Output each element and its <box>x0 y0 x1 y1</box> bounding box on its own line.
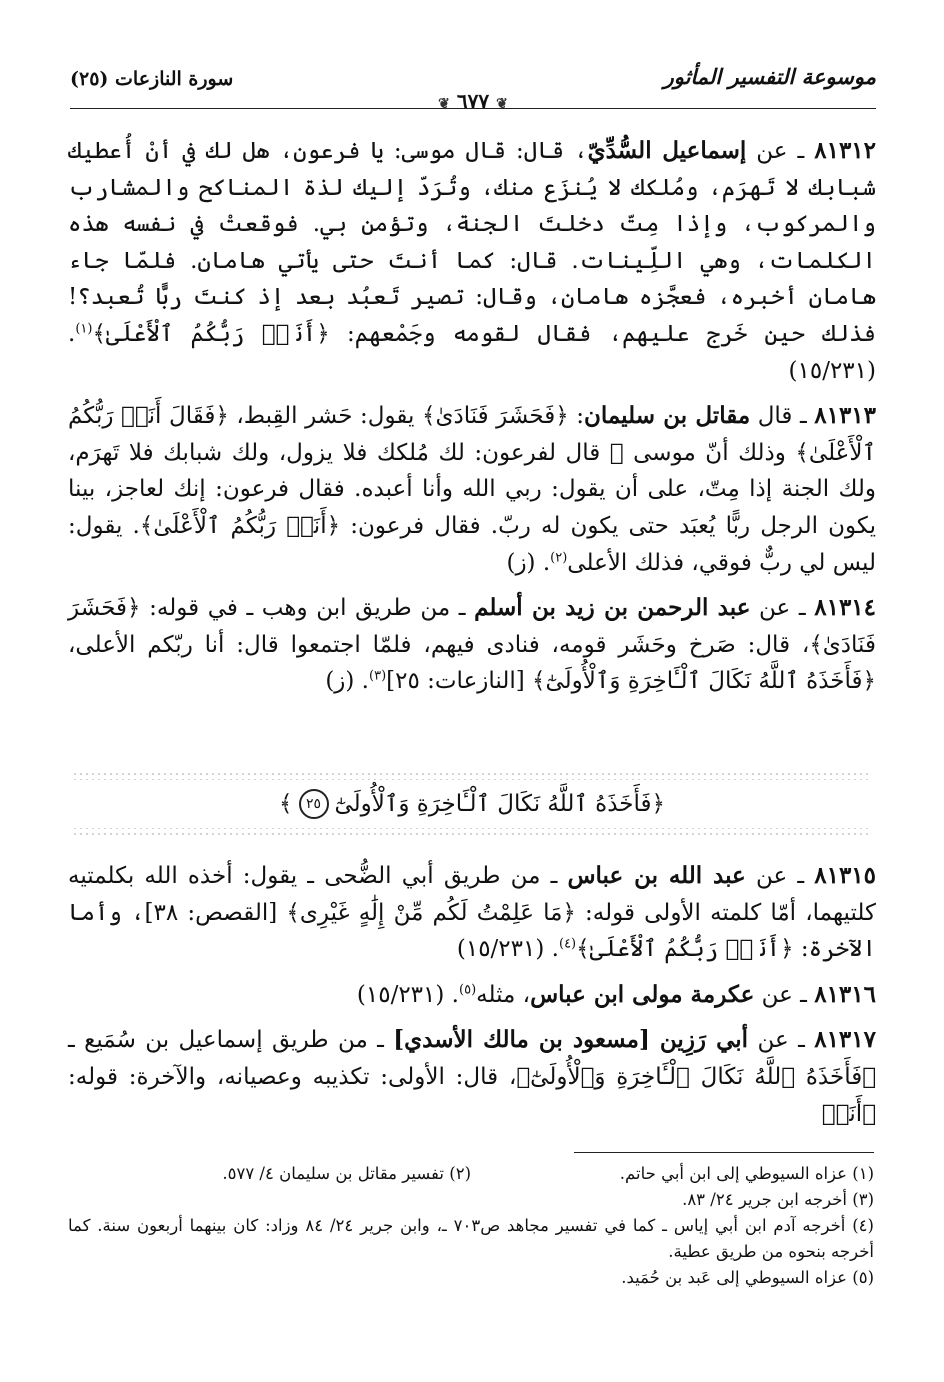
footnote-row <box>68 1161 874 1187</box>
entry-number: ٨١٣١٦ <box>814 980 876 1008</box>
verse-box <box>72 771 872 837</box>
entry-81313 <box>68 398 876 581</box>
verse-inner <box>72 780 872 828</box>
entry-tail: . (ز) <box>506 549 551 576</box>
header-rule <box>70 108 876 109</box>
footnote-4: (٤) أخرجه آدم ابن أبي إياس ـ كما في تفسير مجاهد ص٧٠٣ ـ، وابن جرير ٢٤/ ٨٤ وزاد: كان بينهما أربعون سنة. كما أخرجه بنحوه من طريق عطية. <box>68 1216 874 1261</box>
ornament-icon: ❦ <box>438 96 450 112</box>
footnote-rule <box>574 1152 874 1153</box>
narrator-name: عكرمة مولى ابن عباس <box>530 980 755 1008</box>
entry-intro: ـ عن <box>746 138 805 164</box>
entry-number: ٨١٣١٥ <box>814 862 877 889</box>
surah-label: سورة النازعات (٢٥) <box>70 68 234 90</box>
entry-text: ـ من طريق إسماعيل بن سُمَيع ـ ﴿فَأَخَذَهُ ٱللَّهُ نَكَالَ ٱلْـَٔاخِرَةِ وَٱلْأُولَىٰٓ﴾، قال: الأولى: تكذيبه وعصيانه، والآخرة: قوله: ﴿أَنَا۠ <box>68 1027 876 1127</box>
entry-tail: . (ز) <box>325 668 369 695</box>
footnote-ref: (٣) <box>369 668 387 684</box>
footnote-ref: (١) <box>75 321 93 337</box>
main-text-top <box>68 133 876 709</box>
verse-close-bracket: ﴾ <box>279 791 293 817</box>
ayah-number-badge: ٢٥ <box>299 789 329 819</box>
entry-intro: ـ قال <box>750 403 807 430</box>
entry-text: ، قال: قال موسى: يا فرعون، هل لك في أنْ أُعطيك شبابك لا تَهرَم، ومُلكك لا يُنزَع منك، وتُرَدّ إليك لذة المناكح والمشارب والمركوب، وإذا مِتّ دخلتَ الجنة، وتؤمن بي. فوقعتْ في نفسه هذه الكلمات، وهي اللِّينات. قال: كما أنتَ حتى يأتي هامان. فلمّا جاء هامان أخبره، فعجَّزه هامان، وقال: تصير تَعبُد بعد إذ كنتَ ربًّا تُعبد؟! فذلك حين خَرج عليهم، فقال لقومه وجَمْعهم: ﴿أَنَا۠ رَبُّكُمُ ٱلْأَعْلَىٰ﴾ <box>68 138 876 347</box>
entry-text: : ﴿فَحَشَرَ فَنَادَىٰ﴾ يقول: حَشر القِبط، ﴿فَقَالَ أَنَا۠ رَبُّكُمُ ٱلْأَعْلَىٰ﴾ وذلك أنّ موسى ﷺ قال لفرعون: لك مُلكك فلا يزول، ولك شبابك فلا تَهرَم، ولك الجنة إذا مِتّ، على أن يقول: ربي الله وأنا أعبده. فقال فرعون: إنك لعاجز، بينا يكون الرجل ربًّا يُعبَد حتى يكون له ربّ. فقال فرعون: ﴿أَنَا۠ رَبُّكُمُ ٱلْأَعْلَىٰ﴾. يقول: ليس لي ربٌّ فوقي، فذلك الأعلى <box>68 403 877 576</box>
footnote-ref: (٤) <box>558 936 577 952</box>
entry-number: ٨١٣١٧ <box>814 1026 876 1054</box>
entry-text: ، مثله <box>476 981 531 1008</box>
ornament-icon: ❦ <box>496 96 508 112</box>
entry-text: ـ من طريق أبي الضُّحى ـ يقول: أخذه الله بكلمتيه كلتيهما، أمّا كلمته الأولى قوله: ﴿مَا عَلِمْتُ لَكُم مِّنْ إِلَٰهٍ غَيْرِى﴾ [القصص: ٣٨]، وأما الآخرة: ﴿أَنَا۠ رَبُّكُمُ ٱلْأَعْلَىٰ﴾ <box>68 863 876 963</box>
narrator-name: مقاتل بن سليمان <box>583 402 751 430</box>
verse-text: ﴿فَأَخَذَهُ ٱللَّهُ نَكَالَ ٱلْـَٔاخِرَةِ وَٱلْأُولَىٰٓ <box>334 791 665 817</box>
entry-tail: . (١٥/٢٣١) <box>68 320 876 384</box>
main-text-bottom <box>68 858 876 1141</box>
footnotes <box>68 1161 874 1291</box>
page-number: ٦٧٧ <box>456 89 490 113</box>
page-number-line <box>70 90 876 115</box>
narrator-name: عبد الرحمن بن زيد بن أسلم <box>474 594 751 622</box>
entry-number: ٨١٣١٢ <box>814 137 877 164</box>
entry-81314 <box>68 590 876 700</box>
entry-tail: . (١٥/٢٣١) <box>456 936 559 963</box>
entry-text: ـ من طريق ابن وهب ـ في قوله: ﴿فَحَشَرَ فَنَادَىٰ﴾، قال: صَرخ وحَشَر قومه، فنادى فيهم، فلمّا اجتمعوا قال: أنا ربّكم الأعلى، ﴿فَأَخَذَهُ ٱللَّهُ نَكَالَ ٱلْـَٔاخِرَةِ وَٱلْأُولَىٰٓ﴾ [النازعات: ٢٥] <box>68 595 876 695</box>
entry-81317 <box>68 1022 876 1132</box>
footnote-ref: (٥) <box>459 982 477 998</box>
entry-81315 <box>68 858 876 968</box>
entry-number: ٨١٣١٣ <box>814 402 877 430</box>
entry-81312 <box>68 133 876 389</box>
narrator-name: أبي رَزِين [مسعود بن مالك الأسدي] <box>393 1026 749 1054</box>
entry-number: ٨١٣١٤ <box>814 594 877 622</box>
footnote-ref: (٢) <box>550 549 568 565</box>
entry-tail: . (١٥/٢٣١) <box>356 981 459 1008</box>
footnote-2: (٢) تفسير مقاتل بن سليمان ٤/ ٥٧٧. <box>222 1164 471 1183</box>
entry-intro: ـ عن <box>748 1027 805 1054</box>
narrator-name: إسماعيل السُّدِّيّ <box>587 137 747 164</box>
entry-intro: ـ عن <box>754 981 807 1008</box>
entry-intro: ـ عن <box>745 863 805 889</box>
footnote-1: (١) عزاه السيوطي إلى ابن أبي حاتم. <box>619 1164 874 1183</box>
entry-81316 <box>68 977 876 1014</box>
footnote-5: (٥) عزاه السيوطي إلى عَبد بن حُمَيد. <box>621 1268 874 1287</box>
running-header <box>70 62 876 113</box>
entry-intro: ـ عن <box>750 595 806 622</box>
footnote-3: (٣) أخرجه ابن جرير ٢٤/ ٨٣. <box>682 1190 874 1209</box>
narrator-name: عبد الله بن عباس <box>567 862 746 889</box>
book-title: موسوعة التفسير المأثور <box>663 64 876 89</box>
